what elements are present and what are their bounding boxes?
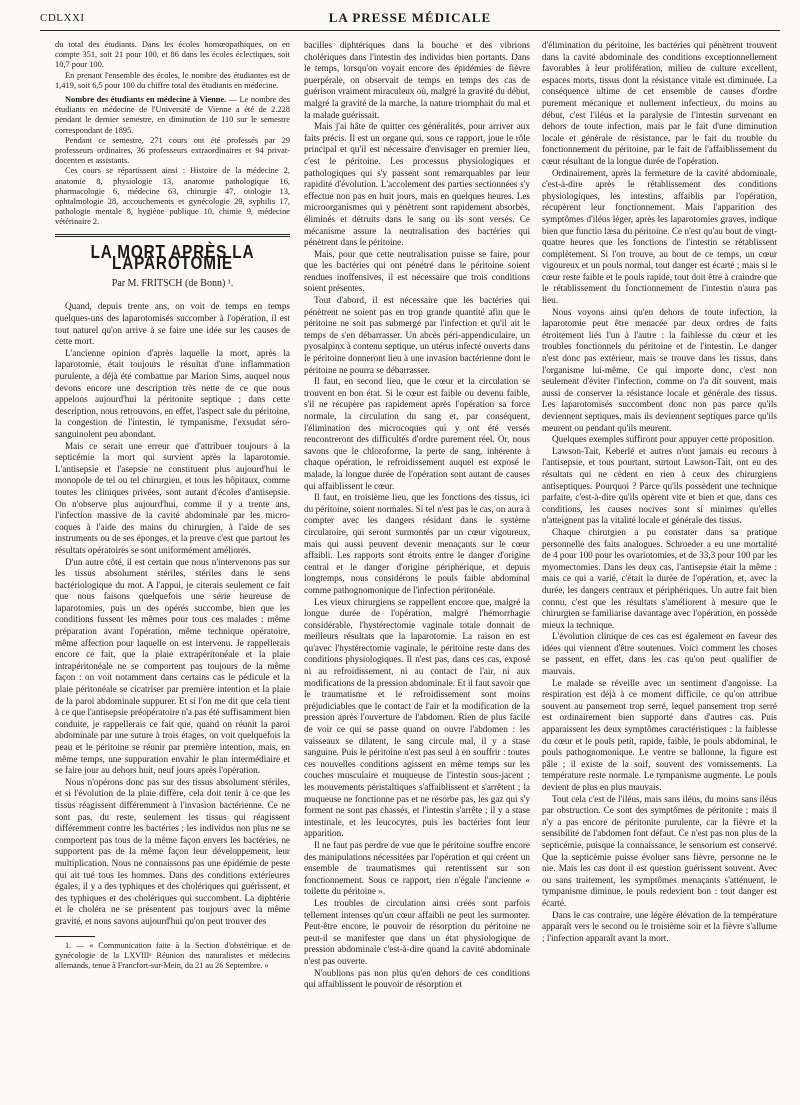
stats-paragraph: En prenant l'ensemble des écoles, le nombre des étudiantes est de 1,419, soit 6,5 pour 100 du chiffre total des étudiants en médecine. [55,70,290,90]
body-paragraph: Les troubles de circulation ainsi créés sont parfois tellement intenses qu'un cœur affaibli ne peut les surmonter. Peut-être encore, le pouvoir de résorption du péritoine ne peut-il se manifester que dans un état physiologique de pression abdominale c'est-à-dire quand la cavité abdominale n'est pas ouverte. [304,897,530,966]
body-paragraph: Mais, pour que cette neutralisation puisse se faire, pour que les bactéries qui ont pénétré dans le péritoine soient rendues inoffensives, il est nécessaire que trois conditions soient présentes. [304,248,530,294]
body-paragraph: Quand, depuis trente ans, on voit de temps en temps quelques-uns des laparotomisés succomber à l'opération, il est tout naturel qu'on arrive à se faire une idée sur les causes de cette mort. [55,301,290,347]
body-paragraph: Quelques exemples suffiront pour appuyer cette proposition. [552,434,775,445]
vienna-paragraph: Pendant ce semestre, 271 cours ont été professés par 29 professeurs ordinaires, 36 professeurs extraordinaires et 94 privat-docenten et assistants. [55,135,290,166]
body-paragraph: Il faut, en second lieu, que le cœur et la circulation se trouvent en bon état. Si le cœur est faible ou devenu faible, s'il ne récupère pas rapidement après l'opération sa force normale, la circulation du sang et, par conséquent, l'élimination des microcoques qui y ont été versés rencontreront des difficultés d'ordre purement réel. Or, nous savons que le chloroforme, la perte de sang, inhérente à chaque opération, le refroidissement auquel est exposé le malade, la longue durée de l'opération sont autant de causes qui affaiblissent le cœur. [304,376,530,491]
column-middle [304,40,530,1081]
body-paragraph: Mais ce serait une erreur que d'attribuer toujours à la septicémie la mort qui survient après la laparotomie. L'antisepsie et l'asepsie ne constituent plus aujourd'hui le monopole de tel ou tel chirurgien, et tous les hôpitaux, comme toutes les cliniques privées, sont autant d'écoles d'antisepsie. On n'observe plus aujourd'hui, comme il y a trente ans, l'infection massive de la cavité abdominale par les micro-coques à l'aide des mains du chirurgien, à l'aide de ses instruments ou de ses éponges, et la preuve c'est que partout les résultats opératoires se sont uniformément améliorés. [55,440,290,555]
page-header [40,8,780,32]
footnote-rule [55,936,95,937]
footnote: 1. — « Communication faite à la Section d'obstétrique et de gynécologie de la LXVIIIᵉ Réunion des naturalistes et médecins allemands, tenue à Francfort-sur-Mein, du 21 au 26 Septembre. » [55,940,290,970]
column-left [55,40,290,1081]
article-author: Par M. FRITSCH (de Bonn) ¹. [111,277,234,289]
body-paragraph: Lawson-Tait, Keberlé et autres n'ont jamais eu recours à l'antisepsie, et tous pourtant, surtout Lawson-Tait, ont eu des résultats qui ne cèdent en rien à ceux des chirurgiens antiseptiques. Pourquoi ? Parce qu'ils possèdent une technique parfaite, c'est-à-dire qu'ils opèrent vite et bien et que, dans ces conditions, les causes nocives sont si minimes qu'elles n'atteignent pas la vitalité locale et générale des tissus. [542,445,777,526]
column-right [542,40,777,1081]
body-paragraph: Ordinairement, après la fermeture de la cavité abdominale, c'est-à-dire après le rétablissement des conditions physiologiques, les intestins, affaiblis par l'opération, récupèrent leur fonctionnement. Mais l'apparition des symptômes d'iléus léger, après les laparotomies graves, indique bien que functio læsa du péritoine. Ce n'est qu'au bout de vingt-quatre heures que les fonctions de l'intestin se rétablissent complètement. Si l'on trouve, au bout de ce temps, un cœur vigoureux et un pouls normal, tout danger est écarté ; mais si le cœur reste faible et le pouls rapide, tout doit être à craindre que le rétablissement du fonctionnement de l'intestin n'aura pas lieu. [542,167,777,306]
journal-title: LA PRESSE MÉDICALE [328,10,492,25]
vienna-paragraph [55,95,290,136]
body-paragraph: Tout cela c'est de l'iléus, mais sans iléus, du moins sans iléus par obstruction. Ce sont des symptômes de péritonite ; mais il n'y a pas encore de péritonite purulente, car la fièvre et la sensibilité de l'abdomen font défaut. Ce n'est pas non plus de la septicémie, puisque la connaissance, le sensorium est conservé. Que la septicémie puisse évoluer sans fièvre, personne ne le nie. Mais les cas dont il est question guérissent souvent. Avec ou sans traitement, les symptômes menaçants s'atténuent, le tympanisme diminue, le pouls redevient bon : tout danger est écarté. [542,793,777,908]
body-paragraph: Il faut, en troisième lieu, que les fonctions des tissus, ici du péritoine, soient normales. Si tel n'est pas le cas, on aura à compter avec les dangers résidant dans le système circulatoire, qui seront surmontés par un cœur vigoureux, mais qui aussi peuvent devenir menaçants sur le cœur affaibli. Les rapports sont étroits entre le danger d'origine central et le danger d'origine périphérique, et depuis longtemps, nous considérons le pouls faible abdominal comme pathognomonique de l'infection péritonéale. [304,492,530,595]
vienna-text: — Le nombre des étudiants en médecine de l'Université de Vienne a été de 2.228 pendant le dernier semestre, en diminution de 110 sur le semestre correspondant de 1895. [55,95,290,135]
vienna-paragraph: Ces cours se répartissent ainsi : Histoire de la médecine 2, anatomie 8, physiologie 13, anatomie pathologique 16, pharmacologie 6, médecine 63, chirurgie 47, otologie 13, ophtalmologie 28, accouchements et gynécologie 29, syphilis 17, pathologie mentale 8, hygiène publique 10, chimie 9, médecine vétérinaire 2. [55,166,290,227]
body-paragraph: bacilles diphtériques dans la bouche et des vibrions cholériques dans l'intestin des individus bien portants. Dans le temps, lorsqu'on voyait encore des épidémies de fièvre puerpérale, on observait de temps en temps des cas de guérison vraiment miraculeux où, malgré la gravité du début, malgré la gravité de la marche, la nature triomphait du mal et la malade guérissait. [304,40,530,120]
body-paragraph: N'oublions pas non plus qu'en dehors de ces conditions qui affaiblissent le pouvoir de résorption et [304,967,530,990]
body-paragraph: L'ancienne opinion d'après laquelle la mort, après la laparotomie, était toujours le résultat d'une inflammation purulente, a déjà été combattue par Marion Sims, auquel nous devons encore une description très nette de ce que nous appelons aujourd'hui la péritonite septique ; dans cette description, nous retrouvons, en effet, l'aspect sale du péritoine, la congestion de l'intestin, le tympanisme, l'exsudat séro-sanguinolent peu abondant. [55,347,290,439]
page-number: CDLXXI [40,12,85,24]
body-paragraph: Le malade se réveille avec un sentiment d'angoisse. La respiration est déjà à ce moment difficile, ce qu'on attribue souvent au pansement trop serré, lequel pansement trop serré est ordinairement bien supporté dans d'autres cas. Puis apparaissent les deux symptômes caractéristiques : la faiblesse du cœur et le pouls petit, rapide, faible, le pouls abdominal, le pouls pathognomonique. Le ventre se ballonne, la figure est pâle ; il existe de la soif, souvent des vomissements. La température reste normale. Le tympanisme augmente. Le pouls devient de plus en plus mauvais. [542,677,777,792]
body-paragraph: Tout d'abord, il est nécessaire que les bactéries qui pénètrent ne soient pas en trop grande quantité afin que le péritoine ne soit pas submergé par l'infection et qu'il ait le temps de s'en débarrasser. Un abcès péri-appendiculaire, un pyosalpinx à contenu septique, un utérus infecté ouverts dans le péritoine donneront lieu à une invasion bactérienne dont le péritoine ne pourra se débarrasser. [304,295,530,375]
vienna-heading: Nombre des étudiants en médecine à Vienne. [65,95,227,105]
body-paragraph: Mais j'ai hâte de quitter ces généralités, pour arriver aux faits précis. Il est un organe qui, sous ce rapport, joue le rôle principal et qu'il est nécessaire d'envisager en premier lieu, c'est le péritoine. Les processus physiologiques et pathologiques qui s'y passent sont remarquables par leur rapidité d'évolution. L'accolement des parties sectionnées s'y effectue non pas en huit jours, mais en quelques heures. Les microorganismes qui y pénètrent sont rapidement absorbés, éliminés et détruits dans le sang ou ils sont versés. Ce mécanisme assure la neutralisation des bactéries qui pénètrent dans le péritoine. [304,121,530,248]
body-paragraph: Chaque chirurgien a pu constater dans sa pratique personnelle des faits analogues. Schroeder a eu une mortalité de 4 pour 100 pour les ovariotomies, et de 33,3 pour 100 par les myomectomies. Dans les deux cas, l'antisepsie était la même : mais ce qui a varié, c'était la durée de l'opération, et, avec la durée, les dangers centraux et périphériques. Un autre fait bien connu, c'est que les résultats s'améliorent à mesure que le chirurgien se familiarise davantage avec l'opération, en possède mieux la technique. [542,526,777,630]
section-separator [55,234,290,237]
stats-paragraph: du total des étudiants. Dans les écoles homœopathiques, on en compte 351, soit 21 pour 100, et 86 dans les écoles éclectiques, soit 10,7 pour 100. [55,40,290,70]
body-paragraph: d'élimination du péritoine, les bactéries qui pénètrent trouvent dans la cavité abdominale des conditions exceptionnellement favorables à leur prolifération, milieu de culture excellent, espaces morts, tissus dont la résistance vitale est diminuée. La conséquence ultime de cet ensemble de causes d'ordre purement mécanique et nullement infectieux, du moins au début, c'est l'iléus et la paralysie de l'intestin survenant en dehors de toute infection, mais par le fait d'une diminution locale et générale de résistance, par le fait du trouble du fonctionnement du péritoine, par le fait de l'affaiblissement du cœur résultant de la longue durée de l'opération. [542,40,777,166]
body-paragraph: Nous n'opérons donc pas sur des tissus absolument stériles, et si l'évolution de la plaie diffère, cela doit tenir à ce que les tissus réagissent différemment à l'invasion bactérienne. Ce ne sont pas, du reste, seulement les tissus qui réagissent différemment contre les bactéries ; les individus non plus ne se comportent pas tous de la même façon envers les bactéries, ne supportent pas de la même façon leur développement, leur multiplication. Nous ne connaissons pas une épidémie de peste qui ait tué tous les hommes. Dans des conditions extérieures égales, il y a des typhiques et des cholériques qui guérissent, et des typhiques et des cholériques qui succombent. La diphtérie et le choléra ne se présentent pas toujours avec la même gravité, et nous savons aujourd'hui qu'on peut trouver des [55,776,290,926]
body-paragraph: D'un autre côté, il est certain que nous n'intervenons pas sur les tissus absolument stériles, stériles dans le sens bactériologique du mot. A l'appui, je citerais seulement ce fait que nous faisons quelquefois une série heureuse de laparotomies, puis un des opérés succombe, bien que les conditions fussent les mêmes pour tous ces malades : même préparation avant l'opération, même technique opératoire, même affection pour laquelle on est intervenu. Je rappellerais encore ce fait, que la plaie extrapéritonéale et la plaie intrapéritonéale ne se comportent pas toujours de la même façon : on voit notamment dans certains cas le pédicule et la plaie péritonéale se cicatriser par première intention et la plaie de la paroi abdominale suppurer. Et si l'on me dit que cela tient à ce que l'antisepsie préopératoire n'a pas été suffisamment bien conduite, je rappellerais ce fait que, quand on réunit la paroi abdominale par une suture à trois étages, on voit quelquefois la peau et le péritoine se réunir par première intention, mais, en même temps, une suppuration envahir le plan intermédiaire et se faire jour au dehors huit, neuf jours après l'opération. [55,556,290,776]
body-paragraph: L'évolution clinique de ces cas est également en faveur des idées qui viennent d'être soutenues. Voici comment les choses se passent, en effet, dans les cas qu'on peut qualifier de mauvais. [542,631,777,677]
body-paragraph: Les vieux chirurgiens se rappellent encore que, malgré la longue durée de l'opération, malgré l'hémorrhagie considérable, l'hystérectomie vaginale totale donnait de meilleurs résultats que la laparotomie. La raison en est qu'avec l'hystérectomie vaginale, le péritoine reste dans des conditions physiologiques. Il n'est pas, dans ces cas, exposé ni au refroidissement, ni au contact de l'air, ni aux modifications de la pression abdominale. Et il faut savoir que le traumatisme et le refroidissement sont moins préjudiciables que le contact de l'air et la modification de la pression après l'ouverture de l'abdomen. Rien de plus facile de voir ce qui se passe quand on ouvre l'abdomen : les vaisseaux se dilatent, le sang circule mal, il y a stase sanguine. Puis le péritoine n'est pas seul à en souffrir : toutes ces nouvelles conditions agissent en même temps sur les couches musculaire et muqueuse de l'intestin sous-jacent ; les mouvements péristaltiques s'affaiblissent et s'arrêtent ; la muqueuse ne fonctionne pas et ne résorbe pas, les gaz qui s'y forment ne sont pas chassés, et l'intestin s'arrête ; il y a stase intestinale, et les leucocytes, puis les bactéries font leur apparition. [304,596,530,839]
header-rule [40,30,780,31]
body-paragraph: Nous voyons ainsi qu'en dehors de toute infection, la laparotomie peut être menacée par deux ordres de faits étroitement liés l'un à l'autre : la faiblesse du cœur et les troubles fonctionnels du péritoine et de l'intestin. Le danger n'est donc pas extérieur, mais se trouve dans les tissus, dans l'organisme lui-même. Ce qui importe donc, c'est non seulement d'éviter l'infection, comme on l'a dit souvent, mais aussi de conserver la résistance locale et générale des tissus. Les laparotomisés succombent donc non pas parce qu'ils deviennent septiques, mais ils deviennent septiques parce qu'ils meurent ou pendant qu'ils meurent. [542,306,777,433]
body-paragraph: Il ne faut pas perdre de vue que le péritoine souffre encore des manipulations nécessitées par l'opération et qui créent un ensemble de traumatismes qui retentissent sur son fonctionnement. Sous ce rapport, rien n'égale l'ancienne « toilette du péritoine ». [304,839,530,897]
body-paragraph: Dans le cas contraire, une légère élévation de la température apparaît vers le second ou le troisième soir et la fièvre s'allume ; l'infection apparaît avant la mort. [542,909,777,943]
article-title: LA MORT APRÈS LA LAPAROTOMIE [90,241,255,274]
